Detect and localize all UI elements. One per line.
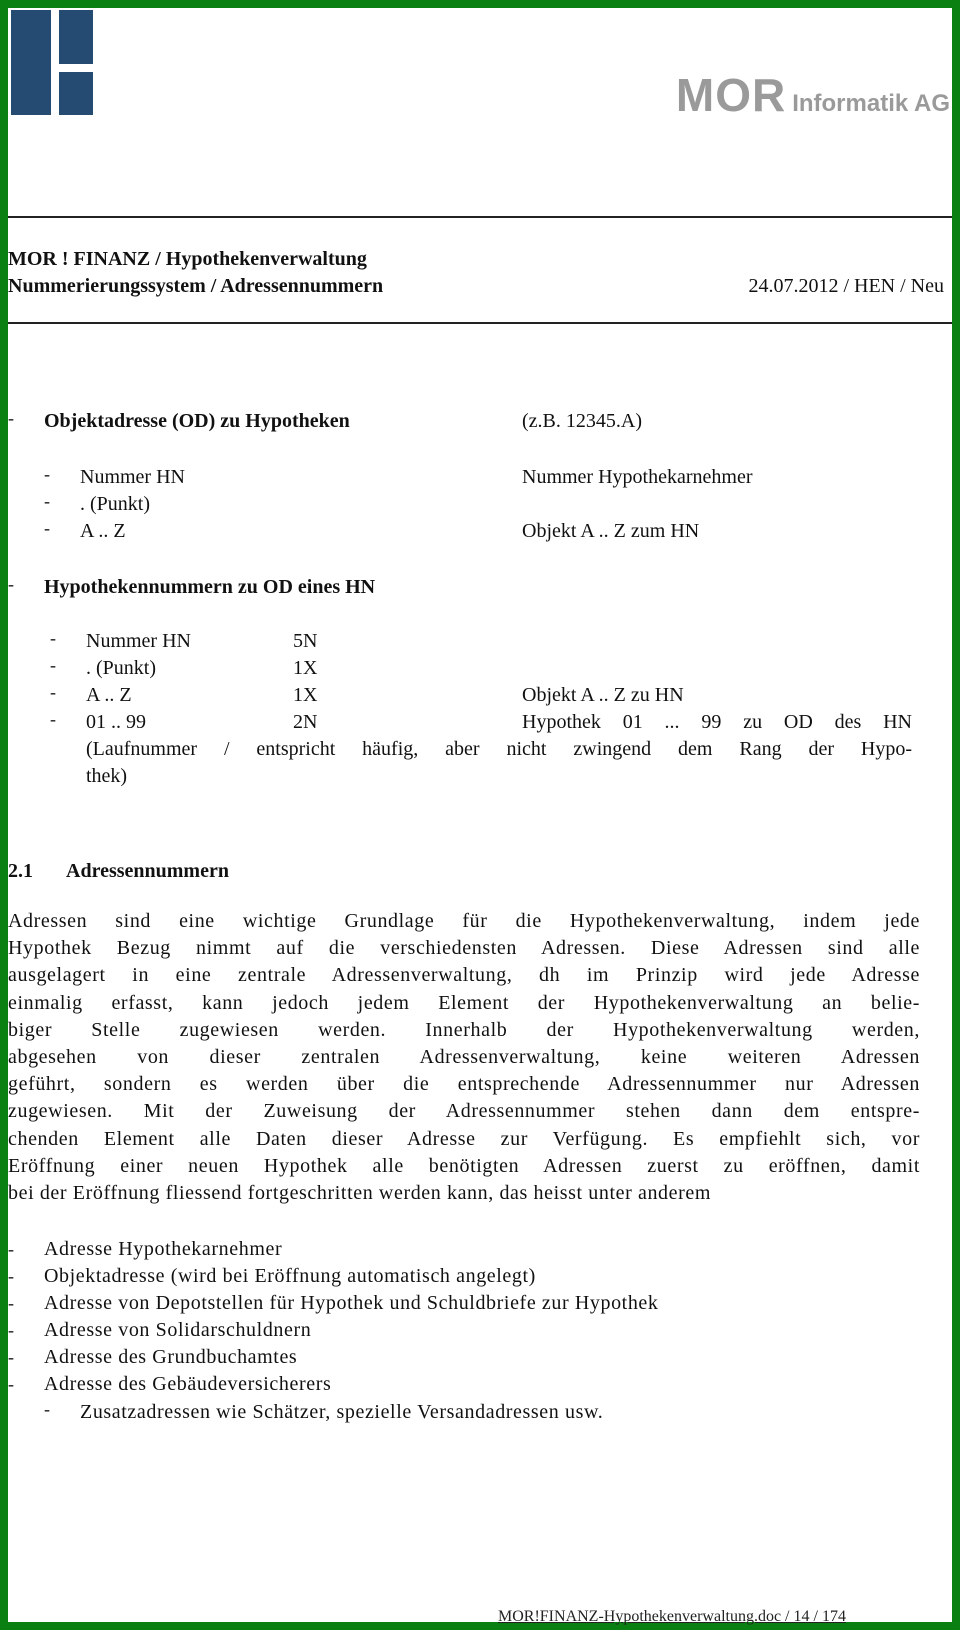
paragraph-line: einmalig erfasst, kann jedoch jedem Element der Hypothekenverwaltung an belie- xyxy=(8,991,920,1014)
address-sub-item: Zusatzadressen wie Schätzer, spezielle Versandadressen usw. xyxy=(80,1401,604,1423)
hyponr-item-code: 5N xyxy=(293,630,318,652)
paragraph-line: zugewiesen. Mit der Zuweisung der Adressennummer stehen dann dem entspre- xyxy=(8,1100,920,1123)
hyponr-item-code: 2N xyxy=(293,711,318,733)
list-dash: - xyxy=(8,408,14,428)
list-item-label: Adresse des Gebäudeversicherers xyxy=(44,1373,332,1395)
paragraph-line: geführt, sondern es werden über die entsprechende Adressennummer nur Adressen xyxy=(8,1073,920,1096)
hyponr-item-desc: Hypothek 01 ... 99 zu OD des HN xyxy=(522,711,912,733)
hyponr-item-code: 1X xyxy=(293,684,318,706)
doc-date-info: 24.07.2012 / HEN / Neu xyxy=(748,275,944,297)
logo-subtext: Informatik AG xyxy=(792,90,950,117)
hyponr-item-label: . (Punkt) xyxy=(86,657,156,679)
paragraph-line: biger Stelle zugewiesen werden. Innerhalb der Hypothekenverwaltung werden, xyxy=(8,1018,920,1041)
od-item-label: . (Punkt) xyxy=(80,493,150,515)
paragraph-line: ausgelagert in eine zentrale Adressenverwaltung, dh im Prinzip wird jede Adresse xyxy=(8,964,920,987)
header-rule-top xyxy=(8,216,952,218)
hyponr-item-label: A .. Z xyxy=(86,684,132,706)
hyponr-note: (Laufnummer / entspricht häufig, aber nicht zwingend dem Rang der Hypo- xyxy=(86,738,912,760)
od-example: (z.B. 12345.A) xyxy=(522,410,642,432)
list-dash: - xyxy=(8,574,14,594)
paragraph-line: abgesehen von dieser zentralen Adressenverwaltung, keine weiteren Adressen xyxy=(8,1046,920,1069)
company-logo-mark xyxy=(11,10,93,115)
section-title: Adressennummern xyxy=(66,860,229,882)
paragraph-line: Hypothek Bezug nimmt auf die verschiedensten Adressen. Diese Adressen sind alle xyxy=(8,937,920,960)
od-item-label: Nummer HN xyxy=(80,466,185,488)
list-dash: - xyxy=(8,1347,15,1367)
list-item-label: Adresse von Solidarschuldnern xyxy=(44,1319,312,1341)
list-dash: - xyxy=(44,1399,50,1419)
hyponr-item-label: Nummer HN xyxy=(86,630,191,652)
logo-mor: MOR xyxy=(675,69,787,121)
hyponr-title: Hypothekennummern zu OD eines HN xyxy=(44,576,376,598)
od-item-label: A .. Z xyxy=(80,520,126,542)
list-dash: - xyxy=(50,709,56,729)
list-item-label: Adresse von Depotstellen für Hypothek und Schuldbriefe zur Hypothek xyxy=(44,1292,659,1314)
list-dash: - xyxy=(50,682,56,702)
list-item-label: Adresse des Grundbuchamtes xyxy=(44,1346,298,1368)
list-dash: - xyxy=(8,1266,15,1286)
list-dash: - xyxy=(44,491,50,511)
list-dash: - xyxy=(44,518,50,538)
list-item-label: Objektadresse (wird bei Eröffnung automatisch angelegt) xyxy=(44,1265,536,1287)
list-item-label: Adresse Hypothekarnehmer xyxy=(44,1238,283,1260)
list-dash: - xyxy=(50,628,56,648)
list-dash: - xyxy=(8,1320,15,1340)
list-dash: - xyxy=(50,655,56,675)
hyponr-note-cont: thek) xyxy=(86,765,128,787)
section-number: 2.1 xyxy=(8,860,33,882)
list-dash: - xyxy=(8,1239,15,1259)
list-dash: - xyxy=(8,1374,15,1394)
header-rule-bottom xyxy=(8,322,952,324)
list-dash: - xyxy=(8,1293,15,1313)
doc-title: MOR ! FINANZ / Hypothekenverwaltung xyxy=(8,248,367,270)
paragraph-line: Eröffnung einer neuen Hypothek alle benötigten Adressen zuerst zu eröffnen, damit xyxy=(8,1154,920,1177)
paragraph-line: chenden Element alle Daten dieser Adresse zur Verfügung. Es empfiehlt sich, vor xyxy=(8,1127,920,1150)
doc-subtitle: Nummerierungssystem / Adressennummern xyxy=(8,275,384,297)
od-title: Objektadresse (OD) zu Hypotheken xyxy=(44,410,350,432)
body-paragraph xyxy=(8,908,920,1207)
paragraph-line: bei der Eröffnung fliessend fortgeschritten werden kann, das heisst unter anderem xyxy=(8,1182,712,1205)
od-item-desc: Nummer Hypothekarnehmer xyxy=(522,466,753,488)
paragraph-line: Adressen sind eine wichtige Grundlage für die Hypothekenverwaltung, indem jede xyxy=(8,910,920,932)
od-item-desc: Objekt A .. Z zum HN xyxy=(522,520,700,542)
hyponr-item-code: 1X xyxy=(293,657,318,679)
list-dash: - xyxy=(44,464,50,484)
hyponr-item-label: 01 .. 99 xyxy=(86,711,146,733)
company-logo-text xyxy=(675,68,950,121)
page-footer: MOR!FINANZ-Hypothekenverwaltung.doc / 14 / 174 xyxy=(498,1608,846,1625)
hyponr-item-desc: Objekt A .. Z zu HN xyxy=(522,684,684,706)
